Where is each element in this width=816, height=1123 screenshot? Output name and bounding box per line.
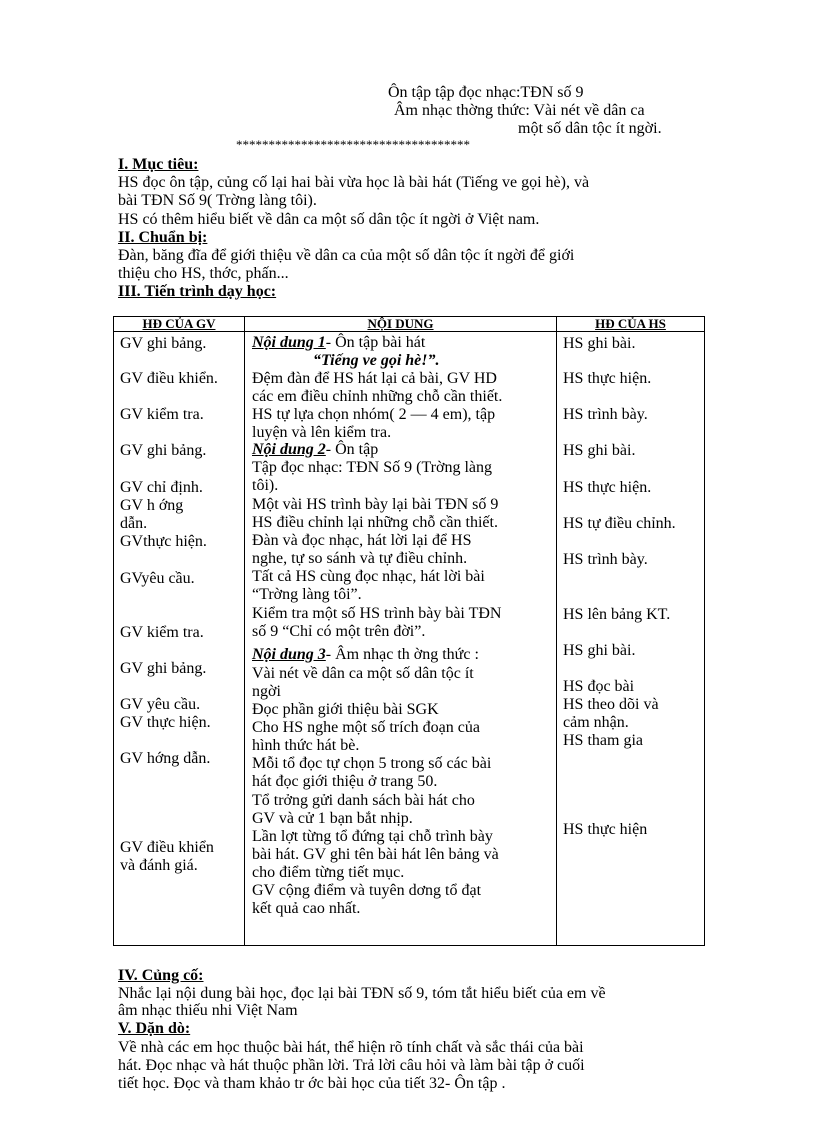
section-objectives-title: I. Mục tiêu: bbox=[118, 156, 199, 173]
teacher-activity-cell bbox=[114, 332, 245, 946]
content-line: HS điều chỉnh lại những chỗ cần thiết. bbox=[252, 514, 498, 531]
objectives-line: HS đọc ôn tập, củng cố lại hai bài vừa học là bài hát (Tiếng ve gọi hè), và bbox=[118, 174, 590, 191]
gv-item: GV ghi bảng. bbox=[120, 335, 207, 352]
hs-item: HS ghi bài. bbox=[563, 642, 636, 659]
hs-item: HS ghi bài. bbox=[563, 335, 636, 352]
content-section-2-label: Nội dung 2 bbox=[252, 441, 326, 458]
consolidation-line: Nhắc lại nội dung bài học, đọc lại bài TĐN số 9, tóm tắt hiểu biết của em về bbox=[118, 985, 606, 1002]
section-procedure-title: III. Tiến trình dạy học: bbox=[118, 283, 277, 300]
content-line: GV và cử 1 bạn bắt nhịp. bbox=[252, 810, 413, 827]
gv-item: GV điều khiển. bbox=[120, 370, 218, 387]
gv-item: dẫn. bbox=[120, 515, 148, 532]
header-content: NỘI DUNG bbox=[245, 317, 557, 332]
content-line: số 9 “Chỉ có một trên đời”. bbox=[252, 623, 426, 640]
content-line: nghe, tự so sánh và tự điều chỉnh. bbox=[252, 550, 468, 567]
content-line: cho điểm từng tiết mục. bbox=[252, 864, 405, 881]
hs-item: HS theo dõi và bbox=[563, 696, 659, 713]
content-line: Đàn và đọc nhạc, hát lời lại để HS bbox=[252, 532, 472, 549]
table-header-row bbox=[114, 317, 705, 332]
hs-item: cảm nhận. bbox=[563, 714, 629, 731]
hs-item: HS trình bày. bbox=[563, 551, 648, 568]
content-section-2-heading bbox=[252, 441, 378, 458]
content-line: tôi). bbox=[252, 477, 279, 494]
gv-item: GV ghi bảng. bbox=[120, 660, 207, 677]
content-line: hát đọc giới thiệu ở trang 50. bbox=[252, 773, 438, 790]
content-line: Tổ trởng gửi danh sách bài hát cho bbox=[252, 792, 475, 809]
section-consolidation-title: IV. Củng cố: bbox=[118, 967, 204, 984]
homework-line: tiết học. Đọc và tham khảo tr ớc bài học của tiết 32- Ôn tập . bbox=[118, 1075, 506, 1092]
gv-item: GV ghi bảng. bbox=[120, 442, 207, 459]
hs-item: HS trình bày. bbox=[563, 406, 648, 423]
content-line: Kiểm tra một số HS trình bày bài TĐN bbox=[252, 605, 502, 622]
hs-item: HS thực hiện. bbox=[563, 479, 652, 496]
gv-item: GV thực hiện. bbox=[120, 714, 211, 731]
header-student-activity: HĐ CỦA HS bbox=[557, 317, 705, 332]
homework-line: Về nhà các em học thuộc bài hát, thể hiện rõ tính chất và sắc thái của bài bbox=[118, 1039, 584, 1056]
hs-item: HS thực hiện. bbox=[563, 370, 652, 387]
content-line: Đệm đàn để HS hát lại cả bài, GV HD bbox=[252, 370, 497, 387]
gv-item: GV chỉ định. bbox=[120, 479, 203, 496]
hs-item: HS lên bảng KT. bbox=[563, 606, 671, 623]
content-line: HS tự lựa chọn nhóm( 2 — 4 em), tập bbox=[252, 406, 496, 423]
section-preparation-title: II. Chuẩn bị: bbox=[118, 229, 208, 246]
content-line: bài hát. GV ghi tên bài hát lên bảng và bbox=[252, 846, 499, 863]
gv-item: GVyêu cầu. bbox=[120, 570, 195, 587]
preparation-line: thiệu cho HS, thớc, phấn... bbox=[118, 265, 289, 282]
gv-item: GV yêu cầu. bbox=[120, 696, 201, 713]
hs-item: HS tham gia bbox=[563, 732, 643, 749]
content-line: Mỗi tổ đọc tự chọn 5 trong số các bài bbox=[252, 755, 492, 772]
gv-item: GV h ớng bbox=[120, 497, 184, 514]
objectives-line: HS có thêm hiểu biết về dân ca một số dân tộc ít ngời ở Việt nam. bbox=[118, 211, 540, 228]
gv-item: GV điều khiển bbox=[120, 839, 214, 856]
lesson-title: Ôn tập tập đọc nhạc:TĐN số 9 bbox=[388, 84, 584, 101]
content-section-1-heading bbox=[252, 334, 425, 351]
hs-item: HS tự điều chỉnh. bbox=[563, 515, 676, 532]
content-line: kết quả cao nhất. bbox=[252, 900, 361, 917]
star-divider: ************************************ bbox=[236, 137, 470, 152]
lesson-subtitle-line2: một số dân tộc ít ngời. bbox=[518, 120, 662, 137]
content-section-3-rest: - Âm nhạc th ờng thức : bbox=[325, 646, 479, 663]
hs-item: HS đọc bài bbox=[563, 678, 635, 695]
hs-item: HS thực hiện bbox=[563, 821, 648, 838]
header-teacher-activity: HĐ CỦA GV bbox=[114, 317, 245, 332]
gv-item: và đánh giá. bbox=[120, 857, 198, 874]
gv-item: GV hớng dẫn. bbox=[120, 750, 211, 767]
content-line: hình thức hát bè. bbox=[252, 737, 360, 754]
lesson-subtitle-line1: Âm nhạc thờng thức: Vài nét về dân ca bbox=[394, 102, 645, 119]
content-section-3-label: Nội dung 3 bbox=[252, 646, 326, 663]
table-row bbox=[114, 332, 705, 946]
content-line: Vài nét về dân ca một số dân tộc ít bbox=[252, 665, 474, 682]
content-line: GV cộng điểm và tuyên dơng tổ đạt bbox=[252, 882, 482, 899]
content-section-2-rest: - Ôn tập bbox=[325, 441, 379, 458]
content-section-1-rest: - Ôn tập bài hát bbox=[325, 334, 426, 351]
content-line: Tập đọc nhạc: TĐN Số 9 (Trờng làng bbox=[252, 459, 492, 476]
student-activity-cell bbox=[557, 332, 705, 946]
objectives-line: bài TĐN Số 9( Trờng làng tôi). bbox=[118, 192, 317, 209]
content-line: ngời bbox=[252, 683, 281, 700]
song-title: “Tiếng ve gọi hè!”. bbox=[313, 352, 440, 369]
content-line: Một vài HS trình bày lại bài TĐN số 9 bbox=[252, 496, 499, 513]
content-cell bbox=[245, 332, 557, 946]
consolidation-line: âm nhạc thiếu nhi Việt Nam bbox=[118, 1002, 298, 1019]
content-line: Đọc phần giới thiệu bài SGK bbox=[252, 701, 439, 718]
section-homework-title: V. Dặn dò: bbox=[118, 1020, 191, 1037]
content-line: luyện và lên kiểm tra. bbox=[252, 424, 392, 441]
homework-line: hát. Đọc nhạc và hát thuộc phần lời. Trả lời câu hỏi và làm bài tập ở cuối bbox=[118, 1057, 585, 1074]
lesson-table bbox=[113, 316, 705, 946]
gv-item: GVthực hiện. bbox=[120, 533, 207, 550]
gv-item: GV kiểm tra. bbox=[120, 406, 204, 423]
preparation-line: Đàn, băng đĩa để giới thiệu về dân ca của một số dân tộc ít ngời để giới bbox=[118, 247, 575, 264]
content-line: Cho HS nghe một số trích đoạn của bbox=[252, 719, 480, 736]
content-section-1-label: Nội dung 1 bbox=[252, 334, 326, 351]
content-line: các em điều chỉnh những chỗ cần thiết. bbox=[252, 388, 503, 405]
content-line: Tất cả HS cùng đọc nhạc, hát lời bài bbox=[252, 568, 485, 585]
hs-item: HS ghi bài. bbox=[563, 442, 636, 459]
gv-item: GV kiểm tra. bbox=[120, 624, 204, 641]
content-line: Lần lợt từng tổ đứng tại chỗ trình bày bbox=[252, 828, 493, 845]
content-line: “Trờng làng tôi”. bbox=[252, 586, 362, 603]
content-section-3-heading bbox=[252, 646, 479, 663]
